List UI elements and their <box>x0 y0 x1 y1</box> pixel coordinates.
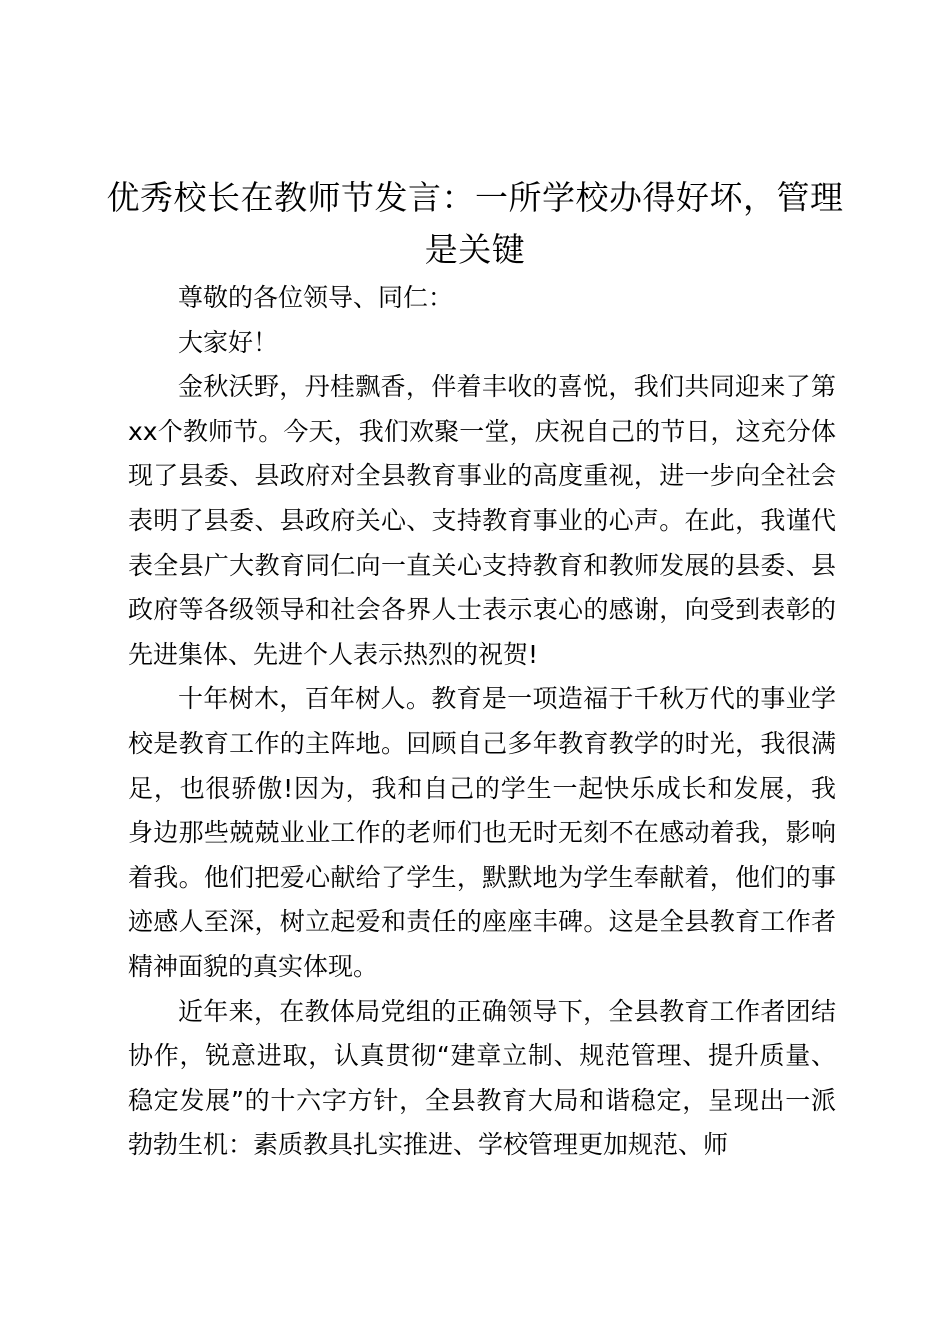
salutation: 尊敬的各位领导、同仁： <box>178 283 454 312</box>
document-body <box>128 276 836 1168</box>
greeting: 大家好！ <box>178 327 279 357</box>
paragraph: 十年树木，百年树人。教育是一项造福于千秋万代的事业学校是教育工作的主阵地。回顾自己多年教育教学的时光，我很满足，也很骄傲!因为，我和自己的学生一起快乐成长和发展，我身边那些兢兢业业工作的老师们也无时无刻不在感动着我，影响着我。他们把爱心献给了学生，默默地为学生奉献着，他们的事迹感人至深，树立起爱和责任的座座丰碑。这是全县教育工作者精神面貌的真实体现。 <box>128 684 836 981</box>
paragraph: 近年来，在教体局党组的正确领导下，全县教育工作者团结协作，锐意进取，认真贯彻“建章立制、规范管理、提升质量、稳定发展”的十六字方针，全县教育大局和谐稳定，呈现出一派勃勃生机：素质教具扎实推进、学校管理更加规范、师 <box>128 996 836 1160</box>
document-title: 优秀校长在教师节发言：一所学校办得好坏，管理是关键 <box>106 178 844 269</box>
paragraph: 金秋沃野，丹桂飘香，伴着丰收的喜悦，我们共同迎来了第xx个教师节。今天，我们欢聚一堂，庆祝自己的节日，这充分体现了县委、县政府对全县教育事业的高度重视，进一步向全社会表明了县委、县政府关心、支持教育事业的心声。在此，我谨代表全县广大教育同仁向一直关心支持教育和教师发展的县委、县政府等各级领导和社会各界人士表示衷心的感谢，向受到表彰的先进集体、先进个人表示热烈的祝贺! <box>128 372 836 669</box>
